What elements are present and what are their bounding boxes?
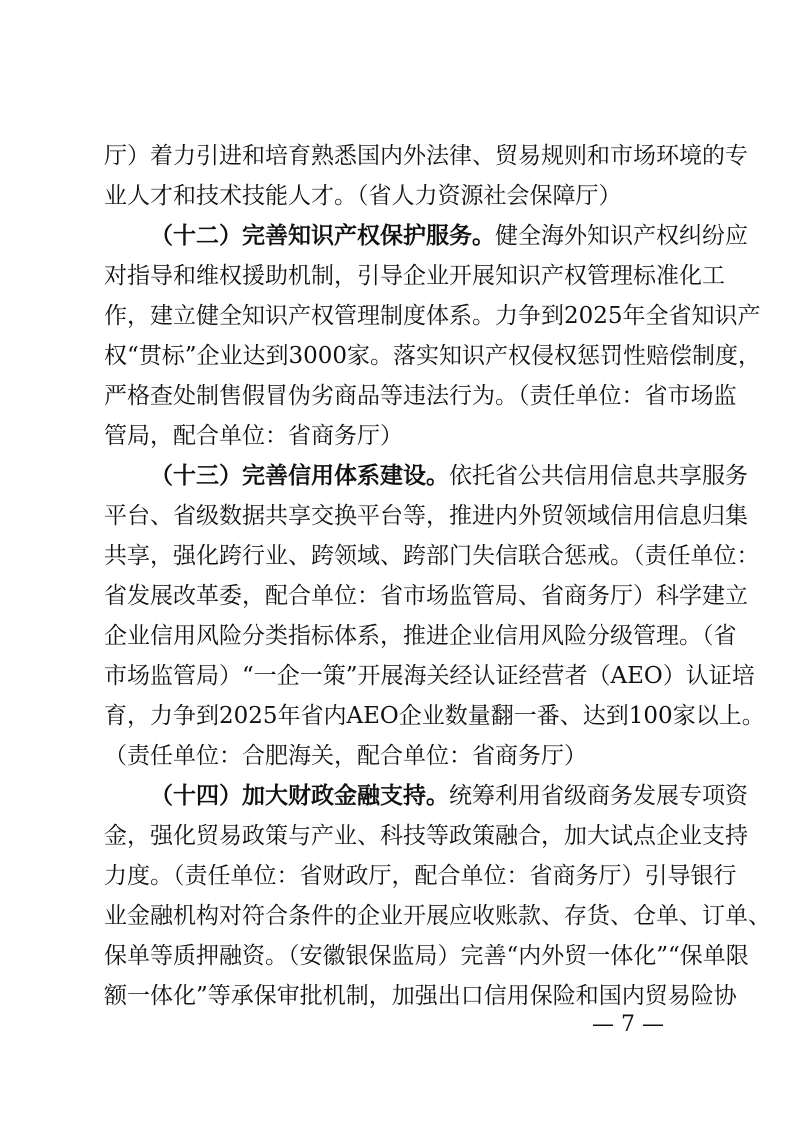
body-text-line: 额一体化”等承保审批机制，加强出口信用保险和国内贸易险协: [104, 983, 737, 1009]
body-text-line: 权“贯标”企业达到3000家。落实知识产权侵权惩罚性赔偿制度，: [104, 343, 762, 369]
section-heading-12: （十二）完善知识产权保护服务。: [150, 222, 495, 249]
body-text-line: 严格查处制售假冒伪劣商品等违法行为。（责任单位：省市场监: [104, 383, 737, 409]
body-text-line: 共享，强化跨行业、跨领域、跨部门失信联合惩戒。（责任单位：: [104, 543, 760, 569]
body-text-line: 平台、省级数据共享交换平台等，推进内外贸领域信用信息归集: [104, 503, 748, 529]
body-text-line: 金，强化贸易政策与产业、科技等政策融合，加大试点企业支持: [104, 823, 748, 849]
section-heading-13: （十三）完善信用体系建设。: [150, 462, 449, 489]
body-text-line: 企业信用风险分类指标体系，推进企业信用风险分级管理。（省: [104, 623, 737, 649]
section-heading-14: （十四）加大财政金融支持。: [150, 782, 449, 809]
body-text: 健全海外知识产权纠纷应: [495, 223, 748, 249]
body-text-line: 育，力争到2025年省内AEO企业数量翻一番、达到100家以上。: [104, 703, 765, 729]
section-13-first-line: [104, 456, 748, 496]
body-text-line: 力度。（责任单位：省财政厅，配合单位：省商务厅）引导银行: [104, 863, 737, 889]
body-text-line: 保单等质押融资。（安徽银保监局）完善“内外贸一体化”“保单限: [104, 943, 749, 969]
section-14-first-line: [104, 776, 748, 816]
body-text-line: 业人才和技术技能人才。（省人力资源社会保障厅）: [104, 183, 622, 209]
body-text-line: 市场监管局）“一企一策”开展海关经认证经营者（AEO）认证培: [104, 663, 755, 689]
body-text: 依托省公共信用信息共享服务: [449, 463, 748, 489]
body-text-line: 业金融机构对符合条件的企业开展应收账款、存货、仓单、订单、: [104, 903, 771, 929]
section-12-first-line: [104, 216, 748, 256]
body-text-line: 对指导和维权援助机制，引导企业开展知识产权管理标准化工: [104, 263, 725, 289]
page-number: — 7 —: [592, 1012, 664, 1037]
body-text-line: （责任单位：合肥海关，配合单位：省商务厅）: [104, 743, 587, 769]
body-text-line: 省发展改革委，配合单位：省市场监管局、省商务厅）科学建立: [104, 583, 748, 609]
body-text-line: 作，建立健全知识产权管理制度体系。力争到2025年全省知识产: [104, 303, 761, 329]
body-text-line: 管局，配合单位：省商务厅）: [104, 423, 403, 449]
body-text-line: 厅）着力引进和培育熟悉国内外法律、贸易规则和市场环境的专: [104, 143, 748, 169]
body-text: 统筹利用省级商务发展专项资: [449, 783, 748, 809]
